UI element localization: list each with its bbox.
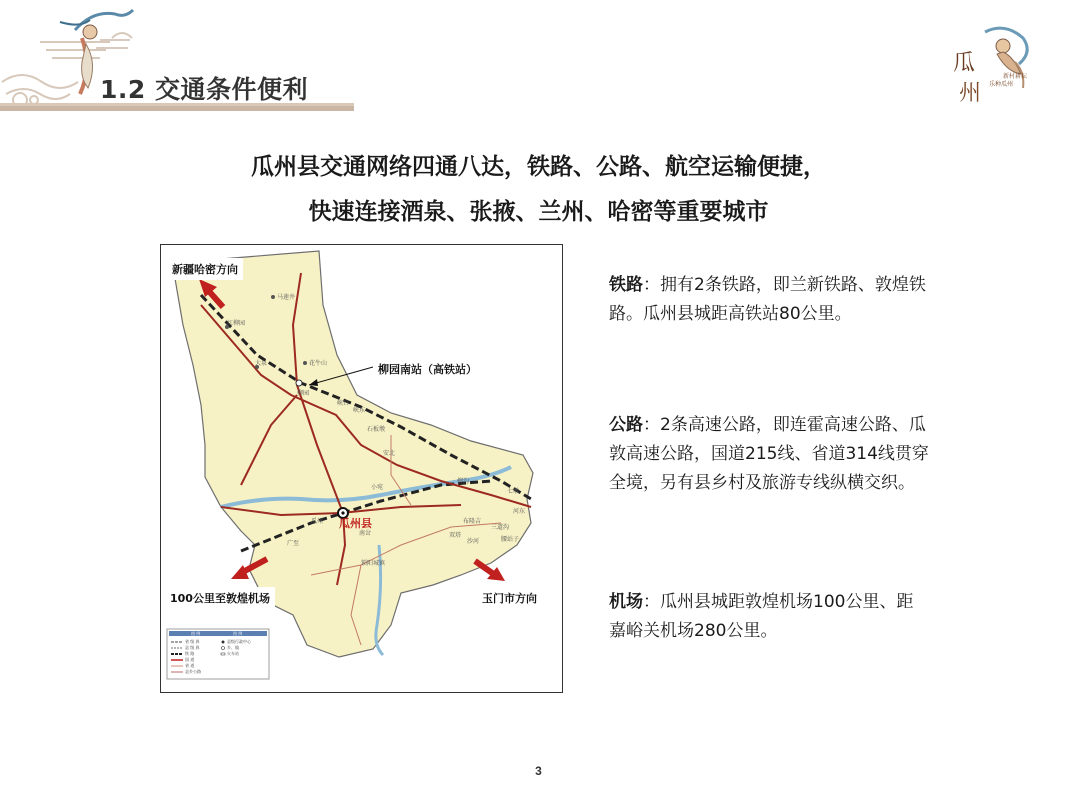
- page-number: 3: [535, 764, 542, 778]
- highway-label: 公路: [609, 415, 643, 435]
- place-name: 三道沟: [491, 524, 510, 531]
- legend-item: 火车站: [227, 651, 239, 656]
- railway-label: 铁路: [609, 275, 643, 295]
- legend-item: 省 级 界: [185, 639, 200, 644]
- place-name: 花牛山: [309, 360, 328, 367]
- legend-item: 国 道: [185, 657, 195, 662]
- railway-info: [609, 271, 929, 329]
- place-name: 峡口: [337, 400, 350, 407]
- label-hami-direction: 新疆哈密方向: [167, 258, 243, 280]
- logo-caption-2: 乐种瓜州: [989, 81, 1014, 88]
- label-liuyuan-station: 柳园南站（高铁站）: [373, 358, 482, 380]
- place-name: 峡东: [353, 407, 366, 414]
- airport-text: ：瓜州县城距敦煌机场100公里、距嘉峪关机场280公里。: [609, 592, 914, 641]
- county-name: 瓜州县: [339, 517, 372, 530]
- place-name: 安北: [383, 450, 396, 457]
- place-name: 柳沟: [457, 478, 470, 485]
- logo-caption-1: 新村耕耘: [1003, 73, 1028, 80]
- place-name: 锁阳城镇: [361, 560, 386, 567]
- place-name: 小宛: [371, 484, 384, 491]
- place-name: 南岔: [359, 530, 372, 537]
- place-name: 石板墩: [367, 426, 386, 433]
- legend-header-left: 图 例: [191, 631, 201, 636]
- place-name: 双塔: [449, 532, 462, 539]
- fairy-logo-icon: [945, 22, 1035, 118]
- place-name: 红柳园: [227, 320, 246, 327]
- legend-header-right: 图 例: [233, 631, 243, 636]
- logo-char-1: 瓜: [953, 51, 976, 76]
- legend-item: 县乡公路: [185, 669, 201, 674]
- place-name: 瓜州: [311, 518, 324, 525]
- place-name: 广至: [287, 540, 300, 547]
- railway-text: ：拥有2条铁路，即兰新铁路、敦煌铁路。瓜州县城距高铁站80公里。: [609, 275, 926, 324]
- place-name: 大泉: [255, 360, 268, 367]
- highway-text: ：2条高速公路，即连霍高速公路、瓜敦高速公路，国道215线、省道314线贯穿全境，另有县乡村及旅游专线纵横交织。: [609, 415, 929, 493]
- place-name: 七墩: [507, 488, 520, 495]
- label-dunhuang-airport: 100公里至敦煌机场: [165, 587, 275, 609]
- section-title: 1.2 交通条件便利: [100, 75, 308, 104]
- place-name: 河东: [513, 508, 526, 515]
- transport-map: [160, 244, 563, 693]
- legend-item: 县级行政中心: [227, 639, 251, 644]
- logo-char-2: 州: [959, 81, 982, 106]
- label-yumen-direction: 玉门市方向: [477, 587, 542, 609]
- place-name: 马莲井: [277, 294, 296, 301]
- headline-line-2: 快速连接酒泉、张掖、兰州、哈密等重要城市: [308, 199, 769, 225]
- map-legend: [167, 629, 269, 679]
- legend-item: 铁 路: [185, 651, 195, 656]
- map-svg: [161, 245, 562, 692]
- legend-item: 乡、镇: [227, 645, 239, 650]
- header-underline-bar: [0, 106, 354, 111]
- legend-item: 县 级 界: [185, 645, 200, 650]
- place-name: 布隆吉: [463, 518, 482, 525]
- highway-info: [609, 411, 929, 498]
- airport-info: [609, 588, 929, 646]
- legend-item: 省 道: [185, 663, 195, 668]
- place-name: 柳园: [297, 390, 310, 397]
- place-name: 腰站子: [501, 536, 520, 543]
- headline-line-1: 瓜州县交通网络四通八达，铁路、公路、航空运输便捷，: [251, 154, 826, 180]
- airport-label: 机场: [609, 592, 643, 612]
- place-name: 沙河: [467, 538, 480, 545]
